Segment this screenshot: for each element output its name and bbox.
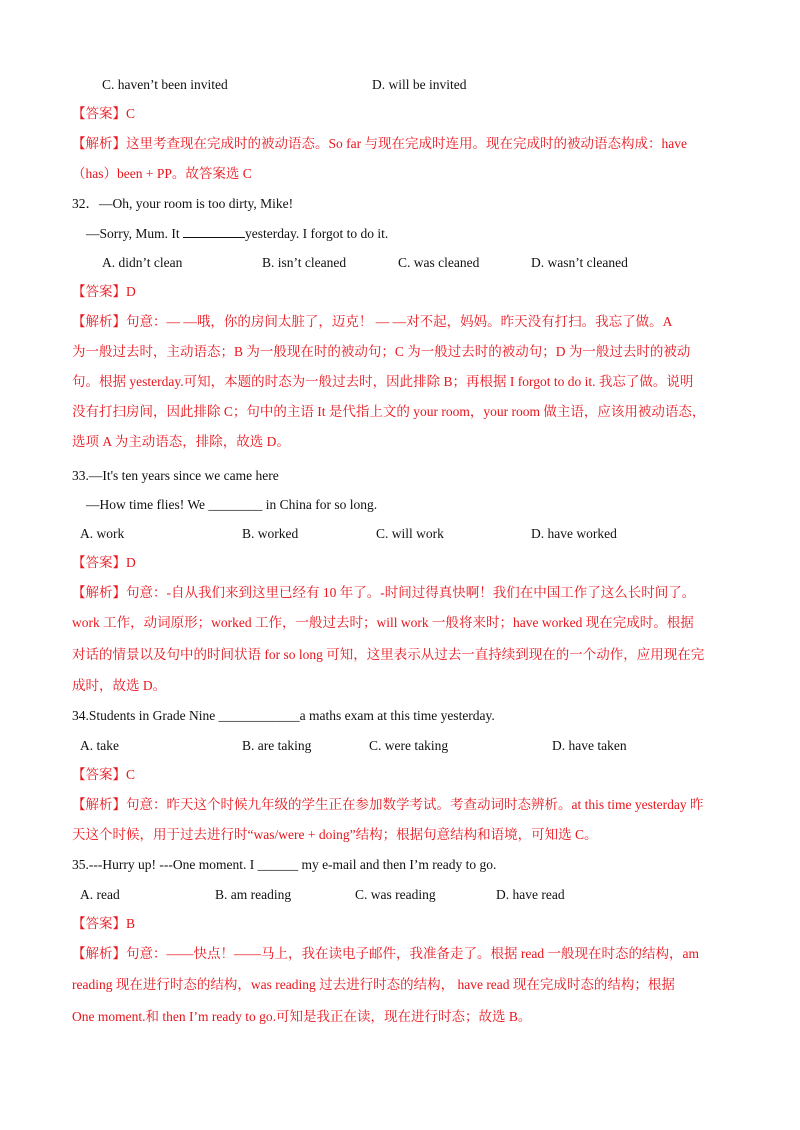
- q33-analysis-line-3: 对话的情景以及句中的时间状语 for so long 可知，这里表示从过去一直持续到现在的一个动作，应用现在完: [72, 647, 705, 662]
- q33-answer: D: [126, 555, 136, 570]
- q33-analysis-line-1: [72, 584, 695, 602]
- q33-option-a: A. work: [80, 526, 125, 541]
- q32-option-b: B. isn’t cleaned: [262, 255, 347, 270]
- q32-answer-line: [72, 283, 136, 301]
- q35-analysis-line-1: [72, 945, 699, 963]
- q35-analysis-text: 句意：——快点！——马上，我在读电子邮件，我准备走了。根据 read 一般现在时态的结构，am: [126, 946, 699, 961]
- q34-option-d: D. have taken: [552, 738, 627, 753]
- analysis-tag: 【解析】: [72, 585, 126, 600]
- q35-stem: 35.---Hurry up! ---One moment. I ______ my e-mail and then I’m ready to go.: [72, 857, 497, 872]
- q31-answer: C: [126, 106, 136, 121]
- q31-option-c: C. haven’t been invited: [102, 77, 228, 92]
- q34-analysis-text: 句意：昨天这个时候九年级的学生正在参加数学考试。考查动词时态辨析。at this time yesterday 昨: [126, 797, 704, 812]
- q33-stem-line-2: —How time flies! We ________ in China for so long.: [86, 497, 378, 512]
- q31-analysis-line-1: [72, 135, 687, 153]
- q32-answer: D: [126, 284, 136, 299]
- q31-option-d: D. will be invited: [372, 77, 467, 92]
- q33-analysis-text: 句意：-自从我们来到这里已经有 10 年了。-时间过得真快啊！我们在中国工作了这么长时间了。: [126, 585, 696, 600]
- q34-analysis-line-2: 天这个时候，用于过去进行时“was/were + doing”结构；根据句意结构和语境，可知选 C。: [72, 827, 598, 842]
- q33-option-c: C. will work: [376, 526, 444, 541]
- q34-option-b: B. are taking: [242, 738, 312, 753]
- q33-analysis-line-4: 成时，故选 D。: [72, 678, 167, 693]
- answer-tag: 【答案】: [72, 916, 126, 931]
- q33-stem-line-1: 33.—It's ten years since we came here: [72, 468, 279, 483]
- answer-tag: 【答案】: [72, 284, 126, 299]
- q31-analysis-line-2: （has）been + PP。故答案选 C: [72, 166, 252, 181]
- q31-answer-line: [72, 105, 135, 123]
- q33-option-b: B. worked: [242, 526, 299, 541]
- q35-analysis-line-3: One moment.和 then I’m ready to go.可知是我正在读，现在进行时态；故选 B。: [72, 1009, 532, 1024]
- q32-analysis-text: 句意：— —哦，你的房间太脏了，迈克！ — —对不起，妈妈。昨天没有打扫。我忘了做。A: [126, 314, 673, 329]
- q32-analysis-line-2: 为一般过去时，主动语态；B 为一般现在时的被动句；C 为一般过去时的被动句；D 为一般过去时的被动: [72, 344, 691, 359]
- q34-stem: 34.Students in Grade Nine ____________a maths exam at this time yesterday.: [72, 708, 495, 723]
- q32-option-c: C. was cleaned: [398, 255, 480, 270]
- q32-analysis-line-5: 选项 A 为主动语态，排除，故选 D。: [72, 434, 290, 449]
- q35-option-d: D. have read: [496, 887, 565, 902]
- q32-analysis-line-3: 句。根据 yesterday.可知，本题的时态为一般过去时，因此排除 B；再根据 I forgot to do it. 我忘了做。说明: [72, 374, 694, 389]
- analysis-tag: 【解析】: [72, 946, 126, 961]
- q32-option-a: A. didn’t clean: [102, 255, 183, 270]
- q34-answer-line: [72, 766, 135, 784]
- q33-analysis-line-2: work 工作，动词原形；worked 工作，一般过去时；will work 一般将来时；have worked 现在完成时。根据: [72, 615, 694, 630]
- answer-tag: 【答案】: [72, 767, 126, 782]
- q35-answer-line: [72, 915, 135, 933]
- q32-stem-part-b: yesterday. I forgot to do it.: [245, 226, 389, 241]
- q32-stem-part-a: —Sorry, Mum. It: [86, 226, 183, 241]
- q34-answer: C: [126, 767, 136, 782]
- q34-analysis-line-1: [72, 796, 703, 814]
- analysis-tag: 【解析】: [72, 314, 126, 329]
- q34-option-a: A. take: [80, 738, 119, 753]
- analysis-tag: 【解析】: [72, 797, 126, 812]
- analysis-tag: 【解析】: [72, 136, 126, 151]
- answer-tag: 【答案】: [72, 555, 126, 570]
- q32-stem-line-2: [86, 224, 388, 243]
- q35-option-b: B. am reading: [215, 887, 292, 902]
- q35-option-c: C. was reading: [355, 887, 436, 902]
- q33-answer-line: [72, 554, 136, 572]
- q35-option-a: A. read: [80, 887, 120, 902]
- answer-tag: 【答案】: [72, 106, 126, 121]
- q32-option-d: D. wasn’t cleaned: [531, 255, 628, 270]
- q32-answer-blank: [183, 224, 245, 238]
- q31-analysis-text: 这里考查现在完成时的被动语态。So far 与现在完成时连用。现在完成时的被动语态构成：have: [126, 136, 687, 151]
- q33-option-d: D. have worked: [531, 526, 617, 541]
- q35-answer: B: [126, 916, 136, 931]
- q32-stem-line-1: 32．—Oh, your room is too dirty, Mike!: [72, 196, 294, 211]
- q32-analysis-line-4: 没有打扫房间，因此排除 C；句中的主语 It 是代指上文的 your room，your room 做主语，应该用被动语态，: [72, 404, 706, 419]
- q35-analysis-line-2: reading 现在进行时态的结构，was reading 过去进行时态的结构， have read 现在完成时态的结构；根据: [72, 977, 675, 992]
- q34-option-c: C. were taking: [369, 738, 449, 753]
- q32-analysis-line-1: [72, 313, 672, 331]
